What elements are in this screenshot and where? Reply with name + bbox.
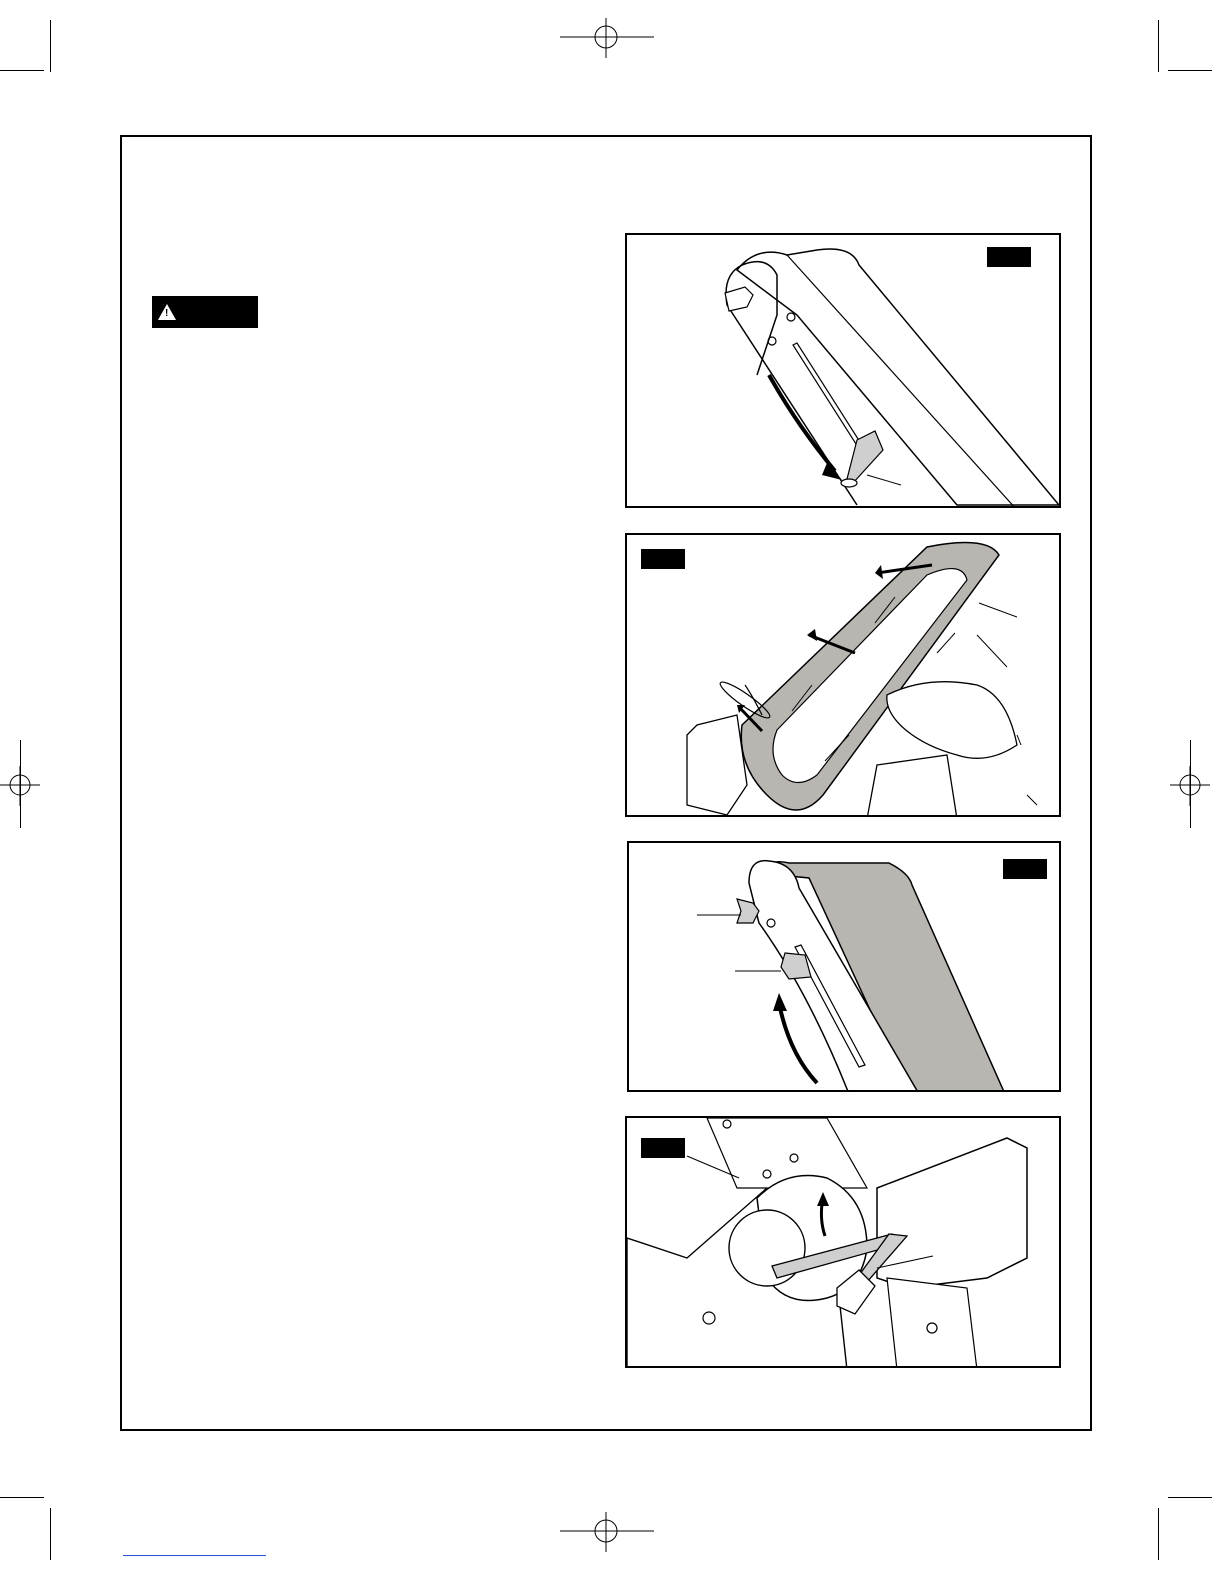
- figure-3: [627, 841, 1061, 1092]
- figure-3-illustration: [629, 843, 1061, 1092]
- crop-mark-tl-h: [0, 70, 44, 71]
- crop-mark-tr-h: [1168, 70, 1212, 71]
- crop-mark-br-v: [1158, 1508, 1159, 1560]
- figure-3-tag: [1003, 859, 1047, 879]
- registration-mark-icon: [560, 1512, 654, 1552]
- registration-mark-icon: [0, 766, 40, 806]
- figure-2-tag: [641, 549, 685, 569]
- crop-mark-bl-h: [0, 1497, 44, 1498]
- crop-mark-tl-v: [50, 20, 51, 72]
- warning-icon: !: [158, 304, 176, 320]
- crop-mark-bl-v: [50, 1508, 51, 1560]
- figure-1-illustration: [627, 235, 1061, 508]
- figure-2: [625, 533, 1061, 817]
- warning-badge: [152, 296, 258, 328]
- figure-4: [625, 1116, 1061, 1368]
- registration-mark-icon: [1170, 766, 1210, 806]
- figure-2-illustration: [627, 535, 1061, 817]
- figure-1-tag: [987, 247, 1031, 267]
- crop-mark-br-h: [1168, 1497, 1212, 1498]
- figure-4-tag: [641, 1138, 685, 1158]
- figure-1: [625, 233, 1061, 508]
- footer-underline: [123, 1555, 266, 1556]
- hand-icon: [887, 682, 1017, 759]
- registration-mark-icon: [560, 18, 654, 58]
- figure-4-illustration: [627, 1118, 1061, 1368]
- crop-mark-tr-v: [1158, 20, 1159, 72]
